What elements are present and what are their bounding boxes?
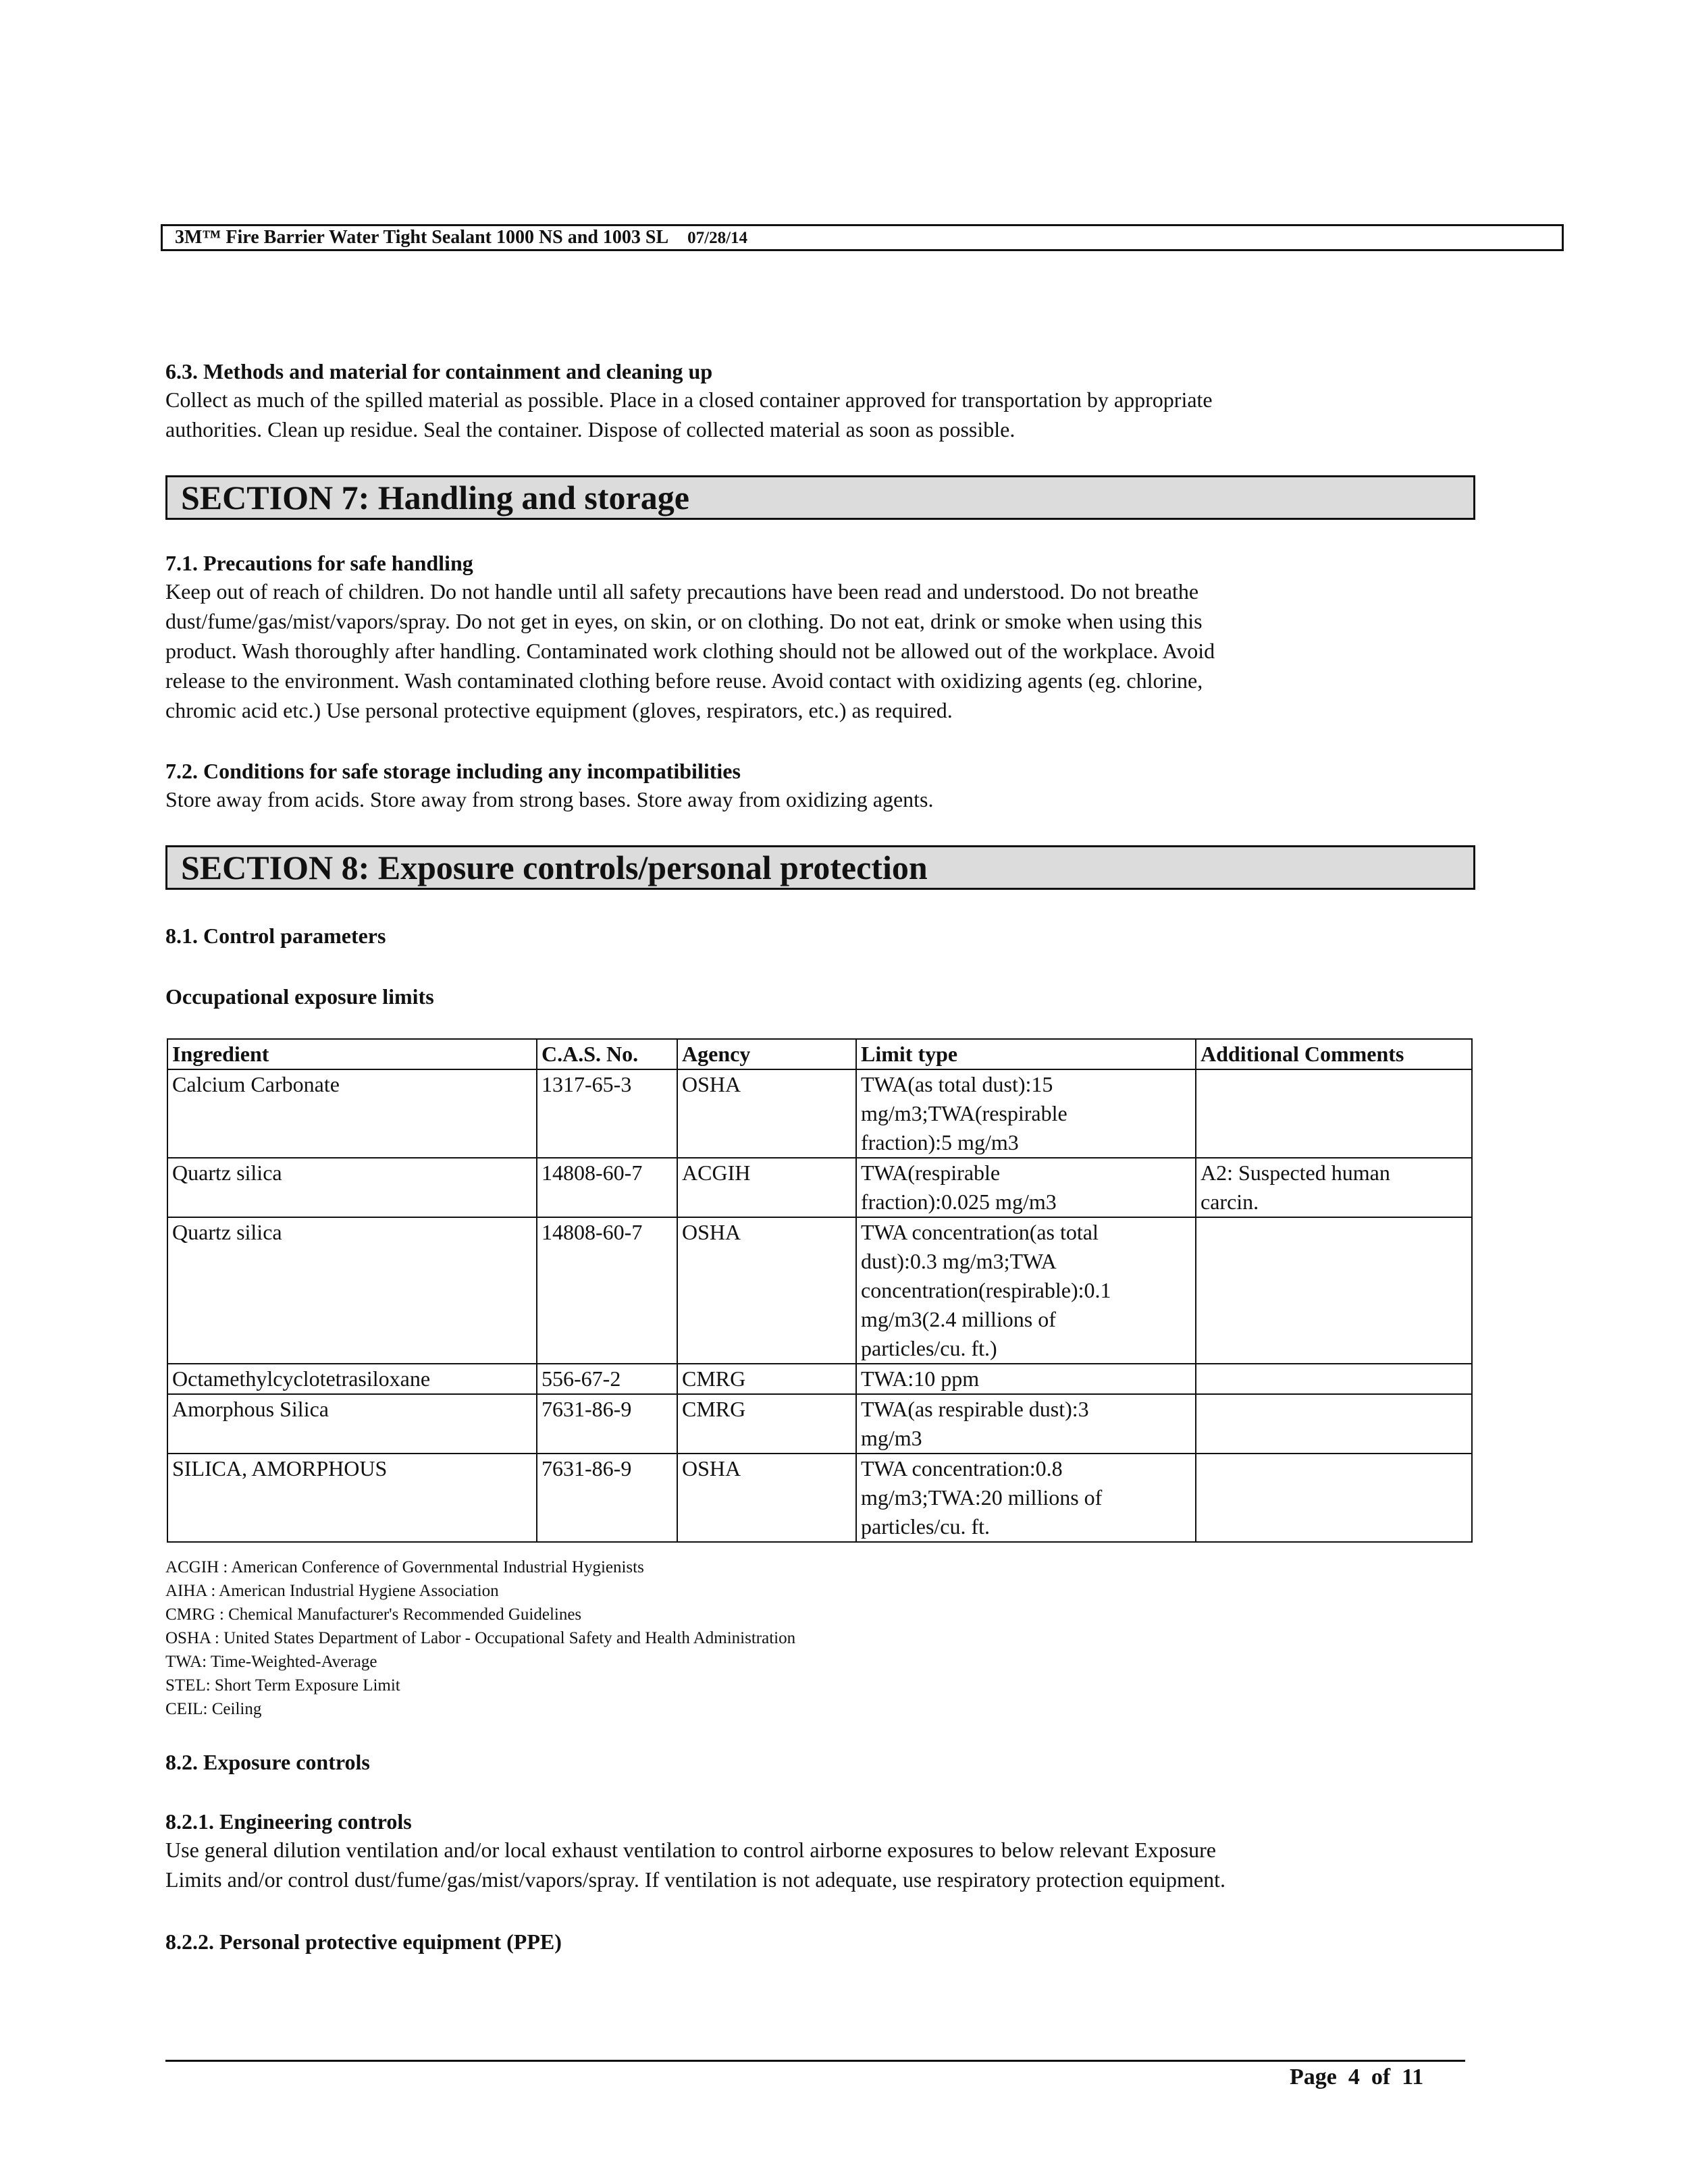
cell-cas: 14808-60-7 [537, 1217, 677, 1364]
table-row [167, 1364, 1472, 1394]
text-line: Collect as much of the spilled material as possible. Place in a closed container approved for transportation by appropriate [165, 388, 1213, 412]
legend-line: STEL: Short Term Exposure Limit [165, 1676, 400, 1695]
table-row [167, 1069, 1472, 1158]
cell-ingredient: Quartz silica [167, 1158, 537, 1217]
document-header [161, 224, 1564, 251]
cell-agency: ACGIH [677, 1158, 856, 1217]
paragraph-7-2 [165, 784, 933, 814]
section-7-bar [165, 475, 1475, 520]
cell-comments [1196, 1069, 1472, 1158]
heading-oel: Occupational exposure limits [165, 984, 434, 1009]
cell-line: TWA(as total dust):15 [861, 1072, 1053, 1096]
cell-limit-type [856, 1069, 1196, 1158]
cell-comments [1196, 1394, 1472, 1454]
text-line: Use general dilution ventilation and/or local exhaust ventilation to control airborne exposures to below relevant Exposure [165, 1838, 1216, 1862]
cell-ingredient: Calcium Carbonate [167, 1069, 537, 1158]
cell-line: mg/m3;TWA:20 millions of [861, 1485, 1103, 1510]
cell-line: mg/m3 [861, 1426, 922, 1450]
cell-line: mg/m3(2.4 millions of [861, 1307, 1056, 1331]
cell-limit-type [856, 1454, 1196, 1542]
column-header-agency: Agency [677, 1039, 856, 1069]
legend-line: TWA: Time-Weighted-Average [165, 1653, 377, 1671]
table-row [167, 1454, 1472, 1542]
cell-cas: 556-67-2 [537, 1364, 677, 1394]
cell-line: fraction):5 mg/m3 [861, 1130, 1019, 1154]
cell-cas: 14808-60-7 [537, 1158, 677, 1217]
cell-line: TWA:10 ppm [861, 1366, 980, 1391]
text-line: Store away from acids. Store away from strong bases. Store away from oxidizing agents. [165, 787, 934, 811]
text-line: release to the environment. Wash contaminated clothing before reuse. Avoid contact with oxidizing agents (eg. chlorine, [165, 668, 1203, 693]
exposure-limits-table [167, 1038, 1473, 1543]
cell-line: TWA(respirable [861, 1161, 1001, 1185]
cell-line: carcin. [1201, 1190, 1259, 1214]
header-title: 3M™ Fire Barrier Water Tight Sealant 1000 NS and 1003 SL [175, 227, 669, 248]
cell-ingredient: Quartz silica [167, 1217, 537, 1364]
cell-agency: OSHA [677, 1454, 856, 1542]
cell-line: particles/cu. ft.) [861, 1336, 997, 1360]
cell-agency: OSHA [677, 1069, 856, 1158]
header-date: 07/28/14 [687, 229, 748, 247]
cell-line: dust):0.3 mg/m3;TWA [861, 1249, 1057, 1273]
cell-ingredient: Octamethylcyclotetrasiloxane [167, 1364, 537, 1394]
cell-limit-type [856, 1158, 1196, 1217]
paragraph-7-1 [165, 577, 1215, 725]
abbreviation-legend [165, 1555, 795, 1721]
heading-8-2: 8.2. Exposure controls [165, 1750, 370, 1774]
column-header-cas: C.A.S. No. [537, 1039, 677, 1069]
heading-7-2: 7.2. Conditions for safe storage including any incompatibilities [165, 759, 741, 783]
footer-rule [165, 2060, 1465, 2062]
paragraph-6-3 [165, 385, 1213, 444]
cell-cas: 7631-86-9 [537, 1454, 677, 1542]
text-line: chromic acid etc.) Use personal protective equipment (gloves, respirators, etc.) as required. [165, 698, 953, 722]
table-row [167, 1217, 1472, 1364]
text-line: Keep out of reach of children. Do not handle until all safety precautions have been read and understood. Do not breathe [165, 579, 1199, 604]
legend-line: AIHA : American Industrial Hygiene Association [165, 1582, 499, 1600]
cell-comments [1196, 1454, 1472, 1542]
heading-8-2-1: 8.2.1. Engineering controls [165, 1809, 412, 1834]
legend-line: OSHA : United States Department of Labor - Occupational Safety and Health Administration [165, 1629, 796, 1647]
heading-8-2-2: 8.2.2. Personal protective equipment (PPE) [165, 1929, 562, 1954]
cell-line: concentration(respirable):0.1 [861, 1278, 1111, 1302]
cell-agency: OSHA [677, 1217, 856, 1364]
legend-line: CEIL: Ceiling [165, 1700, 262, 1718]
cell-ingredient: Amorphous Silica [167, 1394, 537, 1454]
text-line: authorities. Clean up residue. Seal the container. Dispose of collected material as soon as possible. [165, 417, 1016, 442]
legend-line: ACGIH : American Conference of Governmental Industrial Hygienists [165, 1558, 644, 1576]
cell-line: TWA concentration:0.8 [861, 1456, 1063, 1481]
heading-6-3: 6.3. Methods and material for containment and cleaning up [165, 359, 713, 383]
cell-line: particles/cu. ft. [861, 1514, 991, 1539]
column-header-ingredient: Ingredient [167, 1039, 537, 1069]
table-row [167, 1158, 1472, 1217]
page-number: Page 4 of 11 [1290, 2065, 1424, 2089]
table-row [167, 1394, 1472, 1454]
cell-limit-type [856, 1364, 1196, 1394]
column-header-limit-type: Limit type [856, 1039, 1196, 1069]
heading-8-1: 8.1. Control parameters [165, 924, 386, 948]
cell-limit-type [856, 1394, 1196, 1454]
cell-line: mg/m3;TWA(respirable [861, 1101, 1067, 1125]
section-8-bar [165, 845, 1475, 890]
cell-line: TWA(as respirable dust):3 [861, 1397, 1089, 1421]
cell-ingredient: SILICA, AMORPHOUS [167, 1454, 537, 1542]
cell-cas: 1317-65-3 [537, 1069, 677, 1158]
cell-line: fraction):0.025 mg/m3 [861, 1190, 1057, 1214]
legend-line: CMRG : Chemical Manufacturer's Recommended Guidelines [165, 1605, 582, 1624]
cell-line: A2: Suspected human [1201, 1161, 1390, 1185]
cell-agency: CMRG [677, 1394, 856, 1454]
text-line: product. Wash thoroughly after handling. Contaminated work clothing should not be allowed out of the workplace. Avoid [165, 639, 1215, 663]
text-line: Limits and/or control dust/fume/gas/mist/vapors/spray. If ventilation is not adequate, use respiratory protection equipment. [165, 1867, 1226, 1892]
table-header-row [167, 1039, 1472, 1069]
column-header-comments: Additional Comments [1196, 1039, 1472, 1069]
section-7-title: SECTION 7: Handling and storage [181, 479, 689, 516]
cell-comments [1196, 1217, 1472, 1364]
cell-limit-type [856, 1217, 1196, 1364]
heading-7-1: 7.1. Precautions for safe handling [165, 551, 473, 575]
cell-agency: CMRG [677, 1364, 856, 1394]
cell-cas: 7631-86-9 [537, 1394, 677, 1454]
section-8-title: SECTION 8: Exposure controls/personal protection [181, 849, 928, 886]
cell-comments [1196, 1364, 1472, 1394]
cell-comments [1196, 1158, 1472, 1217]
text-line: dust/fume/gas/mist/vapors/spray. Do not get in eyes, on skin, or on clothing. Do not eat, drink or smoke when using this [165, 609, 1203, 633]
cell-line: TWA concentration(as total [861, 1220, 1099, 1244]
paragraph-8-2-1 [165, 1835, 1225, 1894]
